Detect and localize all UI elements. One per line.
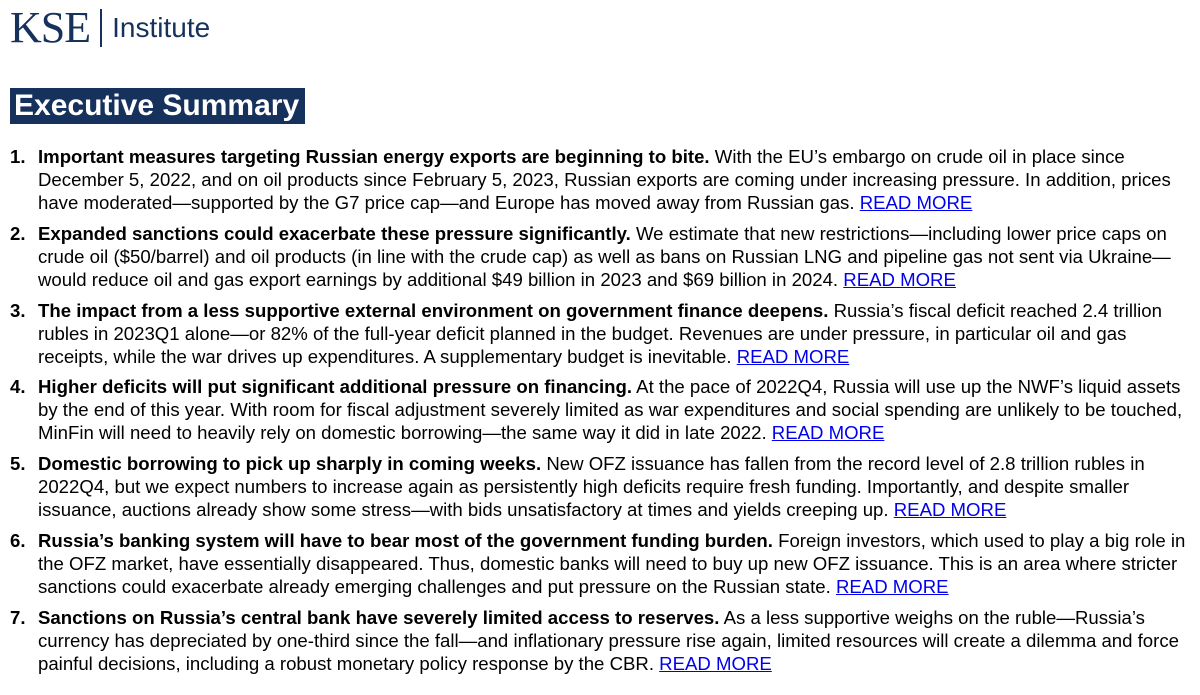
item-body: We estimate that new restrictions—including lower price caps on crude oil ($50/barrel) and oil products (in line with the crude cap) as well as bans on Russian LNG and pipeline gas not sent via Ukraine—would reduce oil and gas export earnings by additional $49 billion in 2023 and $69 billion in 2024. xyxy=(38,222,1171,290)
summary-item-3 xyxy=(10,299,1195,368)
read-more-link[interactable]: READ MORE xyxy=(659,652,772,674)
logo-mark: KSE xyxy=(10,3,91,52)
item-number: 2. xyxy=(10,222,26,244)
summary-list xyxy=(10,145,1195,683)
item-body: Russia’s fiscal deficit reached 2.4 trillion rubles in 2023Q1 alone—or 82% of the full-year deficit planned in the budget. Revenues are under pressure, in particular oil and gas receipts, while the war drives up expenditures. A supplementary budget is inevitable. xyxy=(38,299,1162,367)
item-body: As a less supportive weighs on the ruble—Russia’s currency has depreciated by one-third since the fall—and inflationary pressure rise again, limited resources will create a dilemma and force painful decisions, including a robust monetary policy response by the CBR. xyxy=(38,606,1179,674)
read-more-link[interactable]: READ MORE xyxy=(893,499,1007,521)
item-lead: Expanded sanctions could exacerbate these pressure significantly. xyxy=(38,222,631,244)
executive-summary-title: Executive Summary xyxy=(10,88,305,124)
item-text xyxy=(38,529,1195,598)
item-text xyxy=(38,222,1195,291)
item-text xyxy=(38,375,1195,444)
summary-item-6 xyxy=(10,529,1195,598)
item-lead: Higher deficits will put significant additional pressure on financing. xyxy=(38,376,633,398)
item-text xyxy=(38,452,1195,521)
item-lead: Sanctions on Russia’s central bank have severely limited access to reserves. xyxy=(38,606,720,628)
item-number: 7. xyxy=(10,606,26,628)
item-text xyxy=(38,299,1195,368)
summary-item-5 xyxy=(10,452,1195,521)
logo-divider xyxy=(100,9,102,47)
item-number: 3. xyxy=(10,299,26,321)
read-more-link[interactable]: READ MORE xyxy=(835,575,949,597)
item-body: With the EU’s embargo on crude oil in place since December 5, 2022, and on oil products since February 5, 2023, Russian exports are coming under increasing pressure. In addition, prices have moderated—supported by the G7 price cap—and Europe has moved away from Russian gas. xyxy=(38,146,1171,213)
item-body: New OFZ issuance has fallen from the record level of 2.8 trillion rubles in 2022Q4, but we expect numbers to increase again as persistently high deficits require fresh funding. Importantly, and despite smaller issuance, auctions already show some stress—with bids unsatisfactory at times and yields creeping up. xyxy=(38,453,1145,521)
item-lead: Important measures targeting Russian energy exports are beginning to bite. xyxy=(38,146,710,167)
item-lead: Russia’s banking system will have to bear most of the government funding burden. xyxy=(38,529,773,551)
item-text xyxy=(38,145,1195,214)
item-lead: The impact from a less supportive external environment on government finance deepens. xyxy=(38,299,829,321)
logo-word: Institute xyxy=(112,12,211,43)
item-number: 5. xyxy=(10,453,26,475)
read-more-link[interactable]: READ MORE xyxy=(843,268,956,290)
read-more-link[interactable]: READ MORE xyxy=(771,422,885,444)
summary-item-2 xyxy=(10,222,1195,291)
item-body: Foreign investors, which used to play a big role in the OFZ market, have essentially disappeared. Thus, domestic banks will need to buy up new OFZ issuance. This is an area where stricter sanctions could exacerbate already emerging challenges and put pressure on the Russian state. xyxy=(38,529,1186,597)
summary-item-1 xyxy=(10,145,1195,214)
summary-item-4 xyxy=(10,375,1195,444)
item-text xyxy=(38,606,1195,675)
item-lead: Domestic borrowing to pick up sharply in coming weeks. xyxy=(38,453,542,475)
item-number: 4. xyxy=(10,376,26,398)
item-number: 1. xyxy=(10,146,26,167)
item-number: 6. xyxy=(10,529,26,551)
item-body: At the pace of 2022Q4, Russia will use up the NWF’s liquid assets by the end of this year. With room for fiscal adjustment severely limited as war expenditures and social spending are unlikely to be touched, MinFin will need to heavily rely on domestic borrowing—the same way it did in late 2022. xyxy=(38,376,1183,444)
summary-item-7 xyxy=(10,606,1195,675)
read-more-link[interactable]: READ MORE xyxy=(859,192,973,213)
read-more-link[interactable]: READ MORE xyxy=(736,345,850,367)
kse-institute-logo xyxy=(10,3,211,52)
